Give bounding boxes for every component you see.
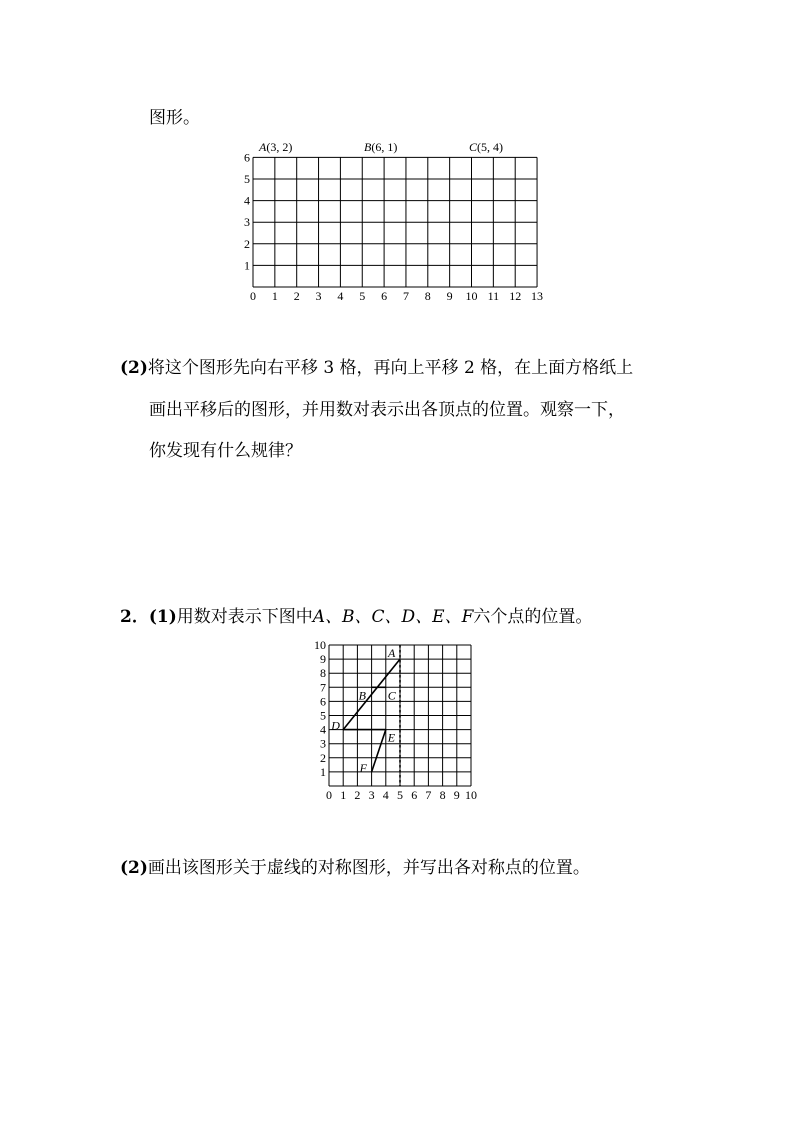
grid2-y-tick: 3 [320,736,326,751]
grid1-point-name: C [469,140,478,154]
grid1-x-tick: 4 [337,289,344,303]
grid2-y-tick: 8 [320,666,326,681]
q1-part2-line3: 你发现有什么规律？ [149,441,302,461]
grid1-point-coords: (3, 2) [266,140,293,154]
grid2-y-tick: 4 [320,722,326,737]
grid2-x-tick: 9 [453,788,460,802]
grid2-y-tick: 9 [320,652,326,667]
grid2-y-tick: 2 [320,750,326,765]
grid1-y-tick: 3 [244,215,250,230]
q1-fragment: 图形。 [149,108,200,128]
q2-part2-text: 画出该图形关于虚线的对称图形，并写出各对称点的位置。 [147,858,590,878]
grid2-x-tick: 7 [425,788,432,802]
grid2-y-tick: 6 [320,694,326,709]
grid1-x-tick: 0 [250,289,256,303]
grid2-x-tick: 6 [411,788,418,802]
q2-part1-points: A、B、C、D、E、F [312,607,474,627]
grid1-y-tick: 5 [244,172,250,186]
figure-segment [372,730,386,772]
grid1-y-tick: 2 [244,236,250,251]
grid1-y-tick: 4 [244,193,250,208]
grid2-x-tick: 2 [354,788,361,802]
grid2-y-tick: 1 [320,764,326,779]
grid1-x-tick: 1 [271,289,278,303]
grid2-x-tick: 10 [465,788,477,802]
grid1-x-tick: 2 [293,289,300,303]
grid1-point-coords: (6, 1) [371,140,398,154]
grid2-x-tick: 4 [382,788,389,802]
q2-part1-text-pre: 用数对表示下图中 [176,607,313,627]
grid1-x-tick: 9 [446,289,453,303]
grid2-x-tick: 3 [368,788,375,802]
grid1-point-name: A [259,140,267,154]
point-label-b: B [358,688,366,703]
grid2-x-tick: 0 [326,788,332,802]
grid1-x-tick: 7 [402,289,409,303]
q2-part2-number: (2) [120,858,148,878]
q2-number: 2． [120,607,149,627]
grid1-x-tick: 13 [531,289,544,303]
grid2-x-tick: 5 [397,788,403,802]
grid1-x-tick: 12 [509,289,522,303]
point-label-f: F [359,760,367,775]
grid2-x-tick: 1 [340,788,347,802]
grid1-x-tick: 10 [465,289,478,303]
q2-part1-number: (1) [148,607,177,627]
grid1-y-tick: 6 [244,150,250,165]
point-label-a: A [388,646,396,661]
q1-part2-text1: 将这个图形先向右平移 3 格，再向上平移 2 格，在上面方格纸上 [147,358,634,378]
grid1-point-coords: (5, 4) [477,140,504,154]
point-label-e: E [387,730,396,745]
point-label-d: D [331,718,340,733]
grid2-x-tick: 8 [439,788,446,802]
grid1-x-tick: 8 [424,289,431,303]
grid2-y-tick: 10 [314,638,326,652]
q2-part1-text-post: 六个点的位置。 [473,607,593,627]
grid1-point-name: B [364,140,372,154]
q1-part2-line2: 画出平移后的图形，并用数对表示出各顶点的位置。观察一下， [149,400,625,420]
grid2-y-tick: 7 [320,680,326,695]
grid1-x-tick: 6 [381,289,388,303]
grid1-x-tick: 5 [359,289,366,303]
grid1-x-tick: 3 [315,289,322,303]
q1-part2-number: (2) [120,358,148,378]
grid1-x-tick: 11 [487,289,500,303]
point-label-c: C [387,688,396,703]
grid2-y-tick: 5 [320,708,326,723]
grid1-y-tick: 1 [244,258,250,273]
q2-part2-line [120,858,590,878]
